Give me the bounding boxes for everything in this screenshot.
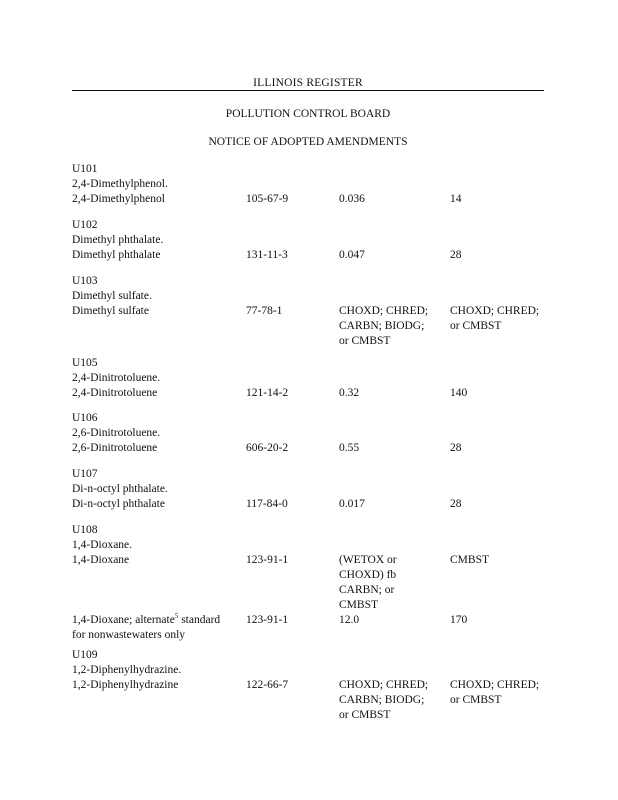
wastewater-standard: CMBST xyxy=(339,599,378,611)
wastewater-standard: CHOXD; CHRED; xyxy=(339,305,429,317)
waste-common-name: Dimethyl sulfate. xyxy=(72,290,152,302)
nonwastewater-standard: 14 xyxy=(450,193,462,205)
constituent-name: Dimethyl phthalate xyxy=(72,249,161,261)
wastewater-standard: CARBN; or xyxy=(339,584,395,596)
entry-u102 xyxy=(72,218,552,263)
entry-u106 xyxy=(72,411,552,456)
table-row xyxy=(72,386,552,401)
waste-code: U109 xyxy=(72,649,98,661)
table-row xyxy=(72,678,552,723)
constituent-name: for nonwastewaters only xyxy=(72,629,186,641)
waste-common-name: 2,4-Dimethylphenol. xyxy=(72,178,168,190)
wastewater-standard: 0.55 xyxy=(339,442,360,454)
constituent-name: 2,6-Dinitrotoluene xyxy=(72,442,158,454)
entry-u101 xyxy=(72,162,552,207)
waste-common-name: 2,4-Dinitrotoluene. xyxy=(72,372,161,384)
constituent-name: 2,4-Dimethylphenol xyxy=(72,193,165,205)
wastewater-standard: 12.0 xyxy=(339,614,360,626)
table-row xyxy=(72,192,552,207)
nonwastewater-standard: 28 xyxy=(450,442,462,454)
nonwastewater-standard: or CMBST xyxy=(450,320,502,332)
constituent-name: 1,2-Diphenylhydrazine xyxy=(72,679,179,691)
constituent-name: Dimethyl sulfate xyxy=(72,305,149,317)
wastewater-standard: or CMBST xyxy=(339,709,391,721)
table-row xyxy=(72,441,552,456)
table-row xyxy=(72,613,552,643)
waste-common-name: 1,2-Diphenylhydrazine. xyxy=(72,664,182,676)
constituent-name: Di-n-octyl phthalate xyxy=(72,498,165,510)
cas-number: 117-84-0 xyxy=(246,498,288,510)
wastewater-standard: CHOXD) fb xyxy=(339,569,397,581)
waste-code: U101 xyxy=(72,163,98,175)
constituent-name: 2,4-Dinitrotoluene xyxy=(72,387,158,399)
waste-code: U103 xyxy=(72,275,98,287)
waste-code: U108 xyxy=(72,524,98,536)
table-row xyxy=(72,248,552,263)
waste-code: U105 xyxy=(72,357,98,369)
waste-common-name: Di-n-octyl phthalate. xyxy=(72,483,168,495)
waste-common-name: 2,6-Dinitrotoluene. xyxy=(72,427,161,439)
table-row xyxy=(72,497,552,512)
wastewater-standard: 0.036 xyxy=(339,193,365,205)
constituent-name: 1,4-Dioxane; alternate$^5$ standard xyxy=(72,612,221,626)
wastewater-standard: CARBN; BIODG; xyxy=(339,320,425,332)
entry-u107 xyxy=(72,467,552,512)
table-row xyxy=(72,304,552,349)
wastewater-standard: 0.32 xyxy=(339,387,360,399)
waste-code: U107 xyxy=(72,468,98,480)
footnote-marker: 5 xyxy=(174,612,179,621)
cas-number: 121-14-2 xyxy=(246,387,289,399)
entry-u103 xyxy=(72,274,552,349)
nonwastewater-standard: 28 xyxy=(450,498,462,510)
cas-number: 77-78-1 xyxy=(246,305,283,317)
entry-u109 xyxy=(72,648,552,723)
board-title: POLLUTION CONTROL BOARD xyxy=(225,108,391,120)
wastewater-standard: or CMBST xyxy=(339,335,391,347)
entry-u108 xyxy=(72,523,552,643)
cas-number: 122-66-7 xyxy=(246,679,289,691)
cas-number: 606-20-2 xyxy=(246,442,289,454)
waste-common-name: 1,4-Dioxane. xyxy=(72,539,133,551)
nonwastewater-standard: 140 xyxy=(450,387,468,399)
wastewater-standard: (WETOX or xyxy=(339,554,397,566)
nonwastewater-standard: CMBST xyxy=(450,554,489,566)
nonwastewater-standard: CHOXD; CHRED; xyxy=(450,679,540,691)
cas-number: 123-91-1 xyxy=(246,554,289,566)
nonwastewater-standard: CHOXD; CHRED; xyxy=(450,305,540,317)
wastewater-standard: 0.047 xyxy=(339,249,365,261)
cas-number: 131-11-3 xyxy=(246,249,288,261)
waste-common-name: Dimethyl phthalate. xyxy=(72,234,164,246)
entry-u105 xyxy=(72,356,552,401)
wastewater-standard: CARBN; BIODG; xyxy=(339,694,425,706)
cas-number: 105-67-9 xyxy=(246,193,289,205)
nonwastewater-standard: 28 xyxy=(450,249,462,261)
constituent-name: 1,4-Dioxane xyxy=(72,554,130,566)
cas-number: 123-91-1 xyxy=(246,614,289,626)
table-row xyxy=(72,553,552,613)
wastewater-standard: CHOXD; CHRED; xyxy=(339,679,429,691)
nonwastewater-standard: 170 xyxy=(450,614,468,626)
nonwastewater-standard: or CMBST xyxy=(450,694,502,706)
wastewater-standard: 0.017 xyxy=(339,498,365,510)
waste-code: U102 xyxy=(72,219,98,231)
header-rule xyxy=(72,90,544,91)
notice-title: NOTICE OF ADOPTED AMENDMENTS xyxy=(208,136,408,148)
waste-code: U106 xyxy=(72,412,98,424)
register-title: ILLINOIS REGISTER xyxy=(253,77,363,89)
